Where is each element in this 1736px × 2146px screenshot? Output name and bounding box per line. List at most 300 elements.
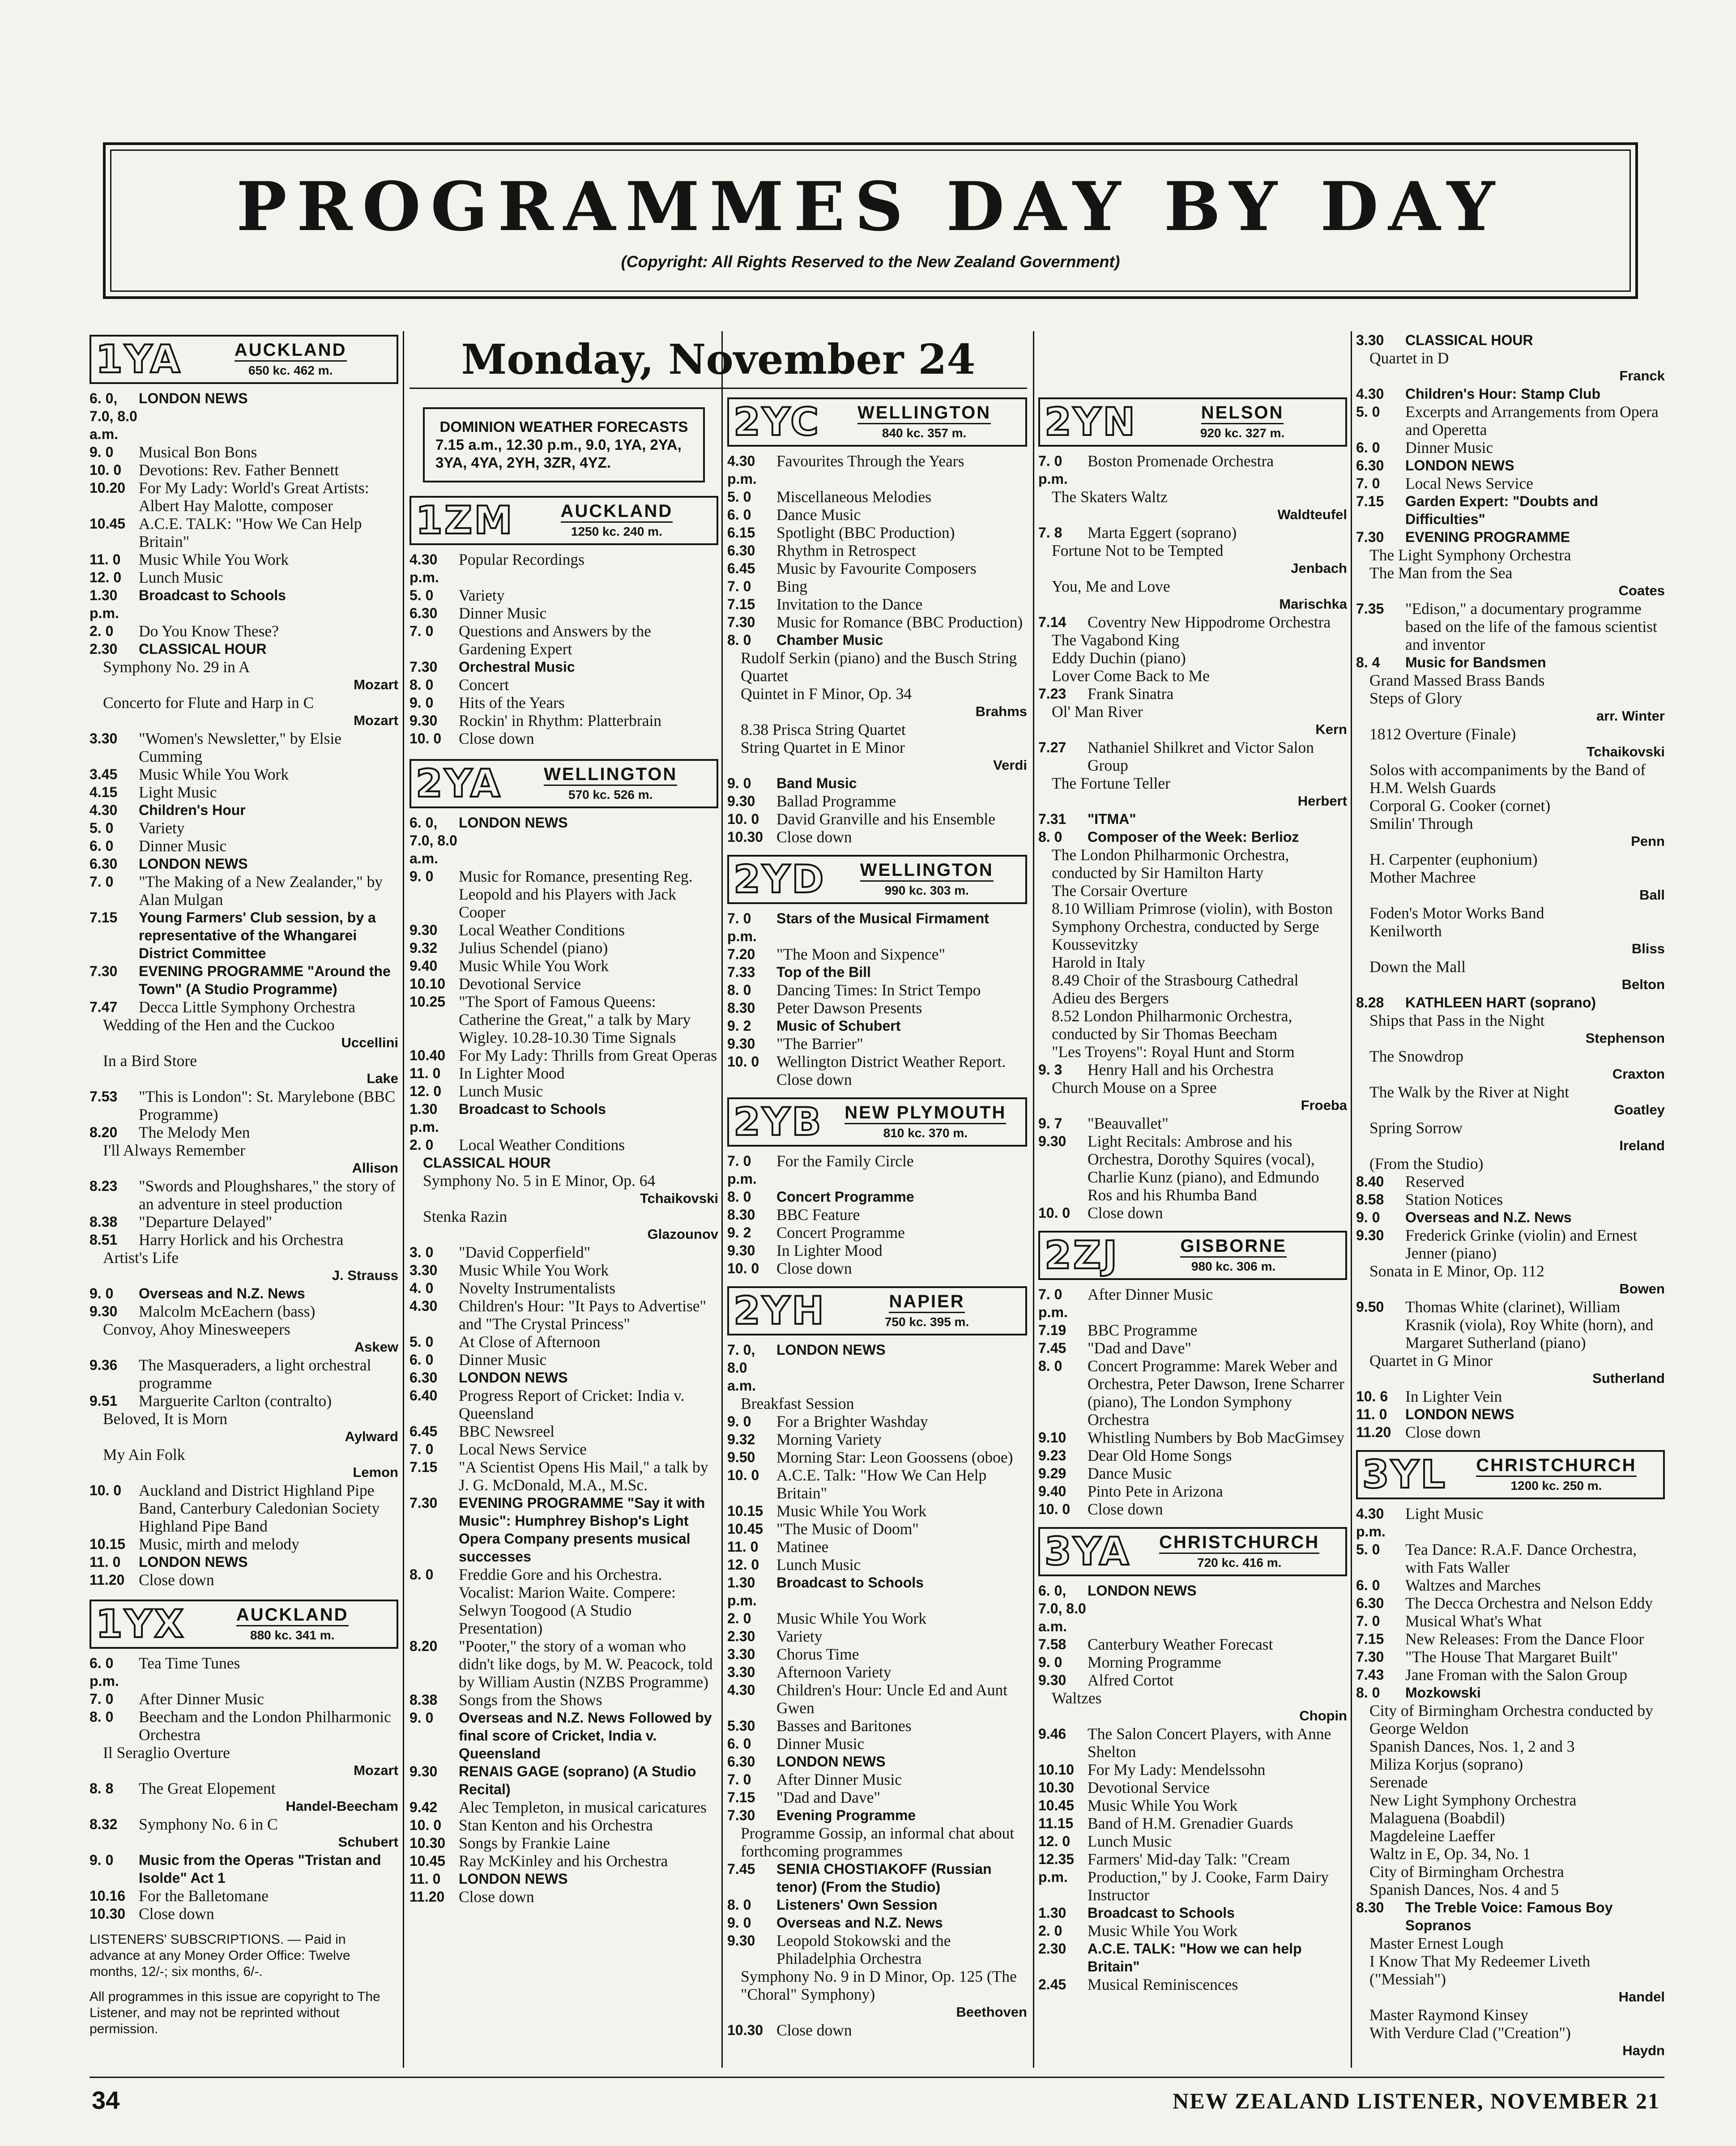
programme-entry [1038, 1796, 1347, 1814]
programme-title: Lunch Music [139, 568, 223, 586]
programme-entry [409, 814, 718, 867]
programme-title: Close down [139, 1571, 214, 1589]
programme-title: "Beauvallet" [1088, 1114, 1169, 1132]
programme-title: The Melody Men [139, 1123, 250, 1141]
programme-entry [1356, 1594, 1665, 1612]
programme-title: The Salon Concert Players, with Anne Shelton [1088, 1725, 1331, 1761]
programme-entry [90, 1302, 398, 1320]
programme-entry [1038, 1114, 1347, 1132]
programme-title: Morning Star: Leon Goossens (oboe) [776, 1448, 1013, 1466]
programme-time: 7.15 [1356, 1631, 1384, 1647]
programme-time: 7. 0 [727, 1771, 751, 1788]
programme-entry [1356, 958, 1665, 976]
programme-entry [1356, 1881, 1665, 1899]
programme-time: 7. 0 [90, 1691, 114, 1707]
programme-time [727, 1967, 741, 2003]
composer-credit: Handel-Beecham [286, 1798, 398, 1814]
programme-time: 8. 0 [727, 632, 751, 648]
programme-title: Symphony No. 29 in A [103, 658, 250, 676]
programme-time [1356, 1809, 1369, 1827]
composer-credit: Haydn [1622, 2043, 1665, 2058]
programme-entry [90, 622, 398, 640]
programme-title: Music from the Operas "Tristan and Isolde" Act 1 [139, 1852, 381, 1886]
composer-credit: Tchaikovski [1586, 744, 1665, 759]
programme-entry [1038, 1779, 1347, 1796]
programme-time: 10.40 [409, 1047, 446, 1063]
programme-entry [1356, 2006, 1665, 2024]
programme-title: New Releases: From the Dance Floor [1405, 1630, 1644, 1648]
programme-title: Alec Templeton, in musical caricatures [459, 1798, 707, 1816]
composer-credit: Jenbach [1291, 560, 1347, 576]
programme-time: 10. 0 [90, 1482, 122, 1498]
programme-time: 12. 0 [90, 569, 122, 585]
programme-time: 1.30 [1038, 1905, 1066, 1921]
programme-list-1zm [409, 550, 718, 747]
programme-time [90, 1141, 103, 1159]
programme-entry [409, 1046, 718, 1064]
programme-title: Close down [776, 2021, 852, 2039]
programme-title: For My Lady: World's Great Artists: Albert Hay Malotte, composer [139, 479, 369, 515]
programme-time: 9. 0 [90, 1285, 114, 1301]
programme-title: LONDON NEWS [776, 1342, 886, 1358]
programme-title: Alfred Cortot [1088, 1671, 1174, 1689]
programme-entry [1356, 922, 1665, 940]
programme-title: Sonata in E Minor, Op. 112 [1369, 1262, 1544, 1280]
programme-title: "Dad and Dave" [776, 1788, 881, 1806]
programme-title: Adieu des Bergers [1052, 989, 1169, 1007]
programme-entry [727, 1771, 1027, 1788]
programme-time: 7. 0 [1356, 475, 1380, 491]
programme-time: 11. 0 [409, 1871, 441, 1887]
station-header-2yn [1038, 397, 1347, 447]
composer-credit: Glazounov [647, 1226, 718, 1242]
programme-time: 7.47 [90, 999, 118, 1015]
programme-entry [1356, 1173, 1665, 1190]
programme-time: 9.30 [727, 793, 755, 809]
programme-entry [90, 1088, 398, 1123]
programme-title: Malaguena (Boabdil) [1369, 1809, 1505, 1827]
programme-entry [727, 1860, 1027, 1896]
programme-title: Musical What's What [1405, 1612, 1542, 1630]
programme-title: For a Brighter Washday [776, 1412, 928, 1430]
programme-entry [1356, 1952, 1665, 1988]
programme-time [90, 1249, 103, 1267]
programme-entry [409, 921, 718, 939]
programme-time [1356, 1083, 1369, 1101]
programme-time: 10.30 [727, 2022, 763, 2038]
programme-title: KATHLEEN HART (soprano) [1405, 994, 1596, 1011]
composer-credit: Schubert [338, 1834, 398, 1850]
programme-title: Orchestral Music [459, 659, 575, 675]
programme-entry [90, 1249, 398, 1267]
programme-time [1038, 900, 1052, 953]
programme-time: 8. 0 [1356, 1685, 1380, 1701]
programme-entry [409, 712, 718, 730]
programme-entry [727, 981, 1027, 999]
programme-time: 10. 0 [727, 1054, 759, 1070]
programme-title: "Swords and Ploughshares," the story of an adventure in steel production [139, 1177, 396, 1213]
programme-entry [1038, 774, 1347, 792]
programme-title: Quartet in D [1369, 349, 1449, 367]
programme-title: Band Music [776, 775, 857, 791]
programme-title: The Treble Voice: Famous Boy Sopranos [1405, 1899, 1613, 1933]
programme-title: Dear Old Home Songs [1088, 1446, 1232, 1464]
programme-entry [409, 1369, 718, 1387]
programme-entry [1356, 528, 1665, 546]
station-city: NELSON [1201, 402, 1284, 424]
programme-time [1038, 1043, 1052, 1061]
station-city: WELLINGTON [860, 860, 994, 882]
programme-title: Top of the Bill [776, 964, 871, 980]
programme-list-2zj [1038, 1285, 1347, 1518]
programme-time: 4.30 p.m. [409, 551, 439, 585]
programme-title: Eddy Duchin (piano) [1052, 649, 1186, 667]
programme-title: For the Balletomane [139, 1887, 269, 1905]
programme-time [1356, 1934, 1369, 1952]
programme-time: 4.30 [409, 1298, 438, 1314]
programme-entry [1038, 685, 1347, 703]
programme-time: 8.58 [1356, 1191, 1384, 1207]
programme-title: I'll Always Remember [103, 1141, 245, 1159]
programme-title: Devotions: Rev. Father Bennett [139, 461, 339, 479]
programme-entry [90, 1815, 398, 1833]
programme-time: 2. 0 [727, 1610, 751, 1626]
programme-title: (From the Studio) [1369, 1155, 1484, 1173]
programme-entry [90, 1446, 398, 1463]
programme-entry [90, 1177, 398, 1213]
programme-title: Local News Service [459, 1440, 587, 1458]
programme-title: 8.38 Prisca String Quartet [741, 721, 906, 738]
programme-entry [727, 488, 1027, 506]
programme-entry [409, 1243, 718, 1261]
footer-rule [90, 2077, 1664, 2078]
programme-entry [409, 1870, 718, 1888]
programme-entry [90, 694, 398, 712]
programme-time [1038, 774, 1052, 792]
programme-time: 4.30 p.m. [1356, 1506, 1386, 1540]
programme-title: LONDON NEWS [459, 1871, 568, 1887]
programme-title: LONDON NEWS [139, 1554, 248, 1570]
programme-time [1356, 1047, 1369, 1065]
programme-title: Wedding of the Hen and the Cuckoo [103, 1016, 335, 1034]
programme-entry [727, 1627, 1027, 1645]
programme-title: Young Farmers' Club session, by a representative of the Whangarei District Committee [139, 909, 376, 961]
programme-time: 7.15 [727, 1789, 755, 1805]
programme-title: Stars of the Musical Firmament [776, 910, 989, 926]
programme-entry [1038, 989, 1347, 1007]
station-frequency: 980 kc. 306 m. [1191, 1259, 1276, 1273]
programme-entry [90, 819, 398, 837]
programme-time [409, 1172, 423, 1190]
station-header-2ya [409, 759, 718, 808]
programme-time: 7. 0 p.m. [1038, 453, 1068, 487]
programme-time: 7.30 [727, 1807, 755, 1823]
programme-title: You, Me and Love [1052, 577, 1170, 595]
programme-entry [1038, 1061, 1347, 1079]
programme-title: Tea Dance: R.A.F. Dance Orchestra, with Fats Waller [1405, 1540, 1637, 1576]
programme-time: 10. 0 [409, 730, 442, 747]
programme-title: The London Philharmonic Orchestra, conducted by Sir Hamilton Harty [1052, 846, 1289, 882]
programme-entry [727, 1663, 1027, 1681]
composer-credit: Lemon [353, 1464, 398, 1480]
programme-time: 4.30 [90, 802, 118, 818]
programme-title: Solos with accompaniments by the Band of H.M. Welsh Guards [1369, 761, 1646, 797]
programme-time: 4.30 p.m. [727, 453, 757, 487]
programme-entry [1038, 810, 1347, 828]
programme-title: Songs by Frankie Laine [459, 1834, 610, 1852]
programme-time: 9.50 [1356, 1299, 1384, 1315]
station-header-3ya [1038, 1527, 1347, 1576]
station-city: NEW PLYMOUTH [845, 1102, 1006, 1124]
programme-entry [727, 1152, 1027, 1188]
programme-title: Rhythm in Retrospect [776, 542, 916, 559]
programme-entry [409, 1387, 718, 1422]
programme-entry [409, 1762, 718, 1798]
programme-time: 8.38 [90, 1214, 118, 1230]
programme-title: Symphony No. 5 in E Minor, Op. 64 [423, 1172, 656, 1190]
programme-entry [90, 783, 398, 801]
programme-time [1356, 689, 1369, 707]
programme-time [1356, 1119, 1369, 1137]
programme-time: 3.30 [409, 1262, 438, 1278]
programme-time: 9.30 [1356, 1227, 1384, 1243]
programme-entry [727, 452, 1027, 488]
programme-title: LONDON NEWS [459, 1370, 568, 1386]
programme-time: 8. 0 [1038, 1358, 1062, 1374]
programme-time: 11. 0 [1356, 1406, 1387, 1422]
programme-title: The Corsair Overture [1052, 882, 1188, 900]
programme-entry [727, 1538, 1027, 1556]
programme-title: Symphony No. 6 in C [139, 1815, 278, 1833]
programme-entry [90, 1744, 398, 1762]
programme-title: For My Lady: Thrills from Great Operas [459, 1046, 717, 1064]
programme-entry [1356, 1737, 1665, 1755]
programme-entry [409, 694, 718, 712]
programme-time: 9. 2 [727, 1018, 751, 1034]
programme-entry [727, 810, 1027, 828]
programme-time [90, 1016, 103, 1034]
programme-time [1356, 725, 1369, 743]
programme-title: Local Weather Conditions [459, 1136, 625, 1154]
programme-title: Close down [139, 1905, 214, 1923]
programme-entry [1356, 725, 1665, 743]
programme-title: In Lighter Vein [1405, 1387, 1502, 1405]
composer-credit: Herbert [1297, 793, 1347, 809]
programme-title: Beloved, It is Morn [103, 1410, 228, 1428]
programme-entry [727, 1206, 1027, 1224]
programme-title: EVENING PROGRAMME "Around the Town" (A Studio Programme) [139, 963, 391, 997]
programme-title: Composer of the Week: Berlioz [1088, 829, 1299, 845]
programme-time: 4.30 [727, 1682, 755, 1698]
programme-title: In a Bird Store [103, 1052, 197, 1070]
programme-entry [1038, 1204, 1347, 1222]
programme-entry [409, 1888, 718, 1906]
programme-title: Lunch Music [776, 1556, 861, 1574]
station-header-2zj [1038, 1231, 1347, 1280]
weather-box-text: 7.15 a.m., 12.30 p.m., 9.0, 1YA, 2YA, 3YA, 4YA, 2YH, 3ZR, 4YZ. [435, 436, 682, 471]
programme-time: 10.45 [90, 516, 126, 532]
programme-time: 8. 0 [90, 1709, 114, 1725]
programme-title: "A Scientist Opens His Mail," a talk by J. G. McDonald, M.A., M.Sc. [459, 1458, 708, 1494]
programme-time: 1.30 p.m. [409, 1101, 439, 1135]
programme-entry [1356, 653, 1665, 671]
programme-title: "Women's Newsletter," by Elsie Cumming [139, 730, 342, 765]
station-frequency: 840 kc. 357 m. [882, 426, 967, 440]
station-frequency: 720 kc. 416 m. [1197, 1555, 1282, 1570]
programme-entry [90, 873, 398, 909]
composer-credit: Kern [1315, 721, 1347, 737]
programme-entry [727, 1341, 1027, 1395]
programme-title: Thomas White (clarinet), William Krasnik (viola), Roy White (horn), and Margaret Sutherland (piano) [1405, 1298, 1654, 1352]
programme-time: 6. 0 [1356, 1577, 1380, 1593]
programme-time: 7.45 [1038, 1340, 1066, 1356]
programme-entry [1356, 492, 1665, 528]
programme-title: "The Barrier" [776, 1035, 863, 1053]
programme-time [90, 694, 103, 712]
programme-entry [727, 1412, 1027, 1430]
programme-entry [727, 1609, 1027, 1627]
programme-time: 9.30 [409, 712, 438, 729]
programme-title: Invitation to the Dance [776, 595, 923, 613]
programme-entry [727, 1753, 1027, 1771]
programme-entry [727, 2021, 1027, 2039]
page-title: PROGRAMMES DAY BY DAY [236, 167, 1505, 246]
programme-list-3ya [1038, 1582, 1347, 1993]
programme-time: 9.36 [90, 1357, 118, 1373]
station-city: AUCKLAND [561, 501, 673, 523]
programme-entry [727, 774, 1027, 792]
programme-time: 12.35 p.m. [1038, 1851, 1075, 1885]
programme-title: Popular Recordings [459, 550, 585, 568]
programme-entry [1356, 1083, 1665, 1101]
programme-title: Band of H.M. Grenadier Guards [1088, 1814, 1293, 1832]
programme-time [1356, 1952, 1369, 1988]
programme-title: City of Birmingham Orchestra [1369, 1863, 1564, 1881]
programme-entry [1356, 1011, 1665, 1029]
programme-time: 1.30 p.m. [90, 587, 119, 621]
programme-title: Overseas and N.Z. News Followed by final score of Cricket, India v. Queensland [459, 1710, 712, 1762]
programme-time: 10. 0 [1038, 1205, 1071, 1221]
programme-time: 9.40 [1038, 1483, 1066, 1499]
programme-title: Dinner Music [459, 1351, 547, 1369]
programme-title: New Light Symphony Orchestra [1369, 1791, 1577, 1809]
programme-entry [1356, 1298, 1665, 1352]
programme-entry [1038, 1339, 1347, 1357]
programme-time: 6.45 [409, 1423, 438, 1439]
station-frequency: 570 kc. 526 m. [568, 787, 653, 802]
programme-title: Kenilworth [1369, 922, 1442, 940]
programme-title: The Decca Orchestra and Nelson Eddy [1405, 1594, 1653, 1612]
programme-time: 9. 7 [1038, 1115, 1062, 1131]
programme-title: "Dad and Dave" [1088, 1339, 1192, 1357]
programme-entry [409, 1440, 718, 1458]
programme-title: Music for Romance, presenting Reg. Leopold and his Players with Jack Cooper [459, 867, 693, 921]
composer-credit: Penn [1631, 833, 1665, 849]
composer-credit: Stephenson [1585, 1030, 1665, 1046]
programme-title: Overseas and N.Z. News [776, 1915, 943, 1931]
programme-title: Children's Hour: Uncle Ed and Aunt Gwen [776, 1681, 1008, 1717]
programme-entry [1356, 385, 1665, 403]
programme-entry [90, 1851, 398, 1887]
programme-entry [90, 1320, 398, 1338]
programme-title: In Lighter Mood [459, 1064, 565, 1082]
composer-credit: Mozart [354, 1762, 398, 1778]
programme-time: 7.27 [1038, 739, 1066, 755]
programme-entry [727, 613, 1027, 631]
programme-time: 6.30 [90, 856, 118, 872]
programme-title: Listeners' Own Session [776, 1897, 938, 1913]
programme-time: 5. 0 [727, 489, 751, 505]
programme-time: 6. 0 p.m. [90, 1655, 119, 1689]
column-4 [1038, 394, 1347, 2059]
programme-entry [1038, 1007, 1347, 1043]
programme-entry [90, 1654, 398, 1690]
programme-entry [409, 658, 718, 676]
programme-title: Tea Time Tunes [139, 1654, 240, 1672]
programme-time: 2. 0 [90, 623, 114, 639]
programme-time: 10.30 [1038, 1779, 1075, 1796]
programme-entry [1356, 1262, 1665, 1280]
programme-title: After Dinner Music [1088, 1285, 1213, 1303]
programme-entry [727, 828, 1027, 846]
programme-entry [727, 1788, 1027, 1806]
programme-entry [409, 1691, 718, 1709]
programme-title: The Skaters Waltz [1052, 488, 1168, 506]
programme-time: 7.15 [727, 596, 755, 612]
programme-time: 9. 0 [727, 775, 751, 791]
programme-time: 9. 0 [409, 695, 434, 711]
programme-time [1356, 868, 1369, 886]
station-frequency: 650 kc. 462 m. [248, 363, 333, 377]
programme-entry [1356, 1155, 1665, 1173]
station-header-1zm [409, 496, 718, 545]
programme-time: 9. 0 [409, 1710, 434, 1726]
programme-time [1038, 667, 1052, 685]
station-callsign: 3YA [1045, 1529, 1131, 1574]
composer-credit: Waldteufel [1277, 507, 1347, 522]
programme-title: Novelty Instrumentalists [459, 1279, 616, 1297]
programme-entry [727, 524, 1027, 542]
programme-entry [409, 1172, 718, 1190]
programme-title: Quartet in G Minor [1369, 1352, 1493, 1370]
programme-title: String Quartet in E Minor [741, 738, 905, 756]
station-callsign: 2YA [416, 761, 502, 806]
composer-credit: Verdi [993, 757, 1027, 773]
programme-title: Concert Programme [776, 1189, 914, 1205]
programme-time: 2. 0 [409, 1137, 434, 1153]
composer-credit: Goatley [1614, 1102, 1665, 1118]
programme-time: 12. 0 [409, 1083, 442, 1099]
programme-title: Music While You Work [459, 1261, 609, 1279]
composer-credit: arr. Winter [1596, 708, 1665, 724]
programme-entry [409, 1297, 718, 1333]
programme-title: "Edison," a documentary programme based on the life of the famous scientist and inventor [1405, 600, 1657, 653]
programme-entry [727, 999, 1027, 1017]
programme-time: 8. 4 [1356, 654, 1380, 670]
programme-time [409, 1207, 423, 1225]
programme-title: CLASSICAL HOUR [423, 1155, 551, 1171]
programme-entry [409, 1852, 718, 1870]
programme-entry [727, 577, 1027, 595]
programme-time: 8.23 [90, 1178, 118, 1194]
programme-title: Music While You Work [139, 765, 289, 783]
programme-entry [409, 1100, 718, 1136]
programme-time: 11. 0 [90, 551, 121, 567]
composer-credit: Sutherland [1592, 1370, 1665, 1386]
programme-time: 9.30 [1038, 1133, 1066, 1149]
programme-entry [1356, 994, 1665, 1011]
programme-title: EVENING PROGRAMME "Say it with Music": Humphrey Bishop's Light Opera Company presents musical successes [459, 1495, 705, 1565]
